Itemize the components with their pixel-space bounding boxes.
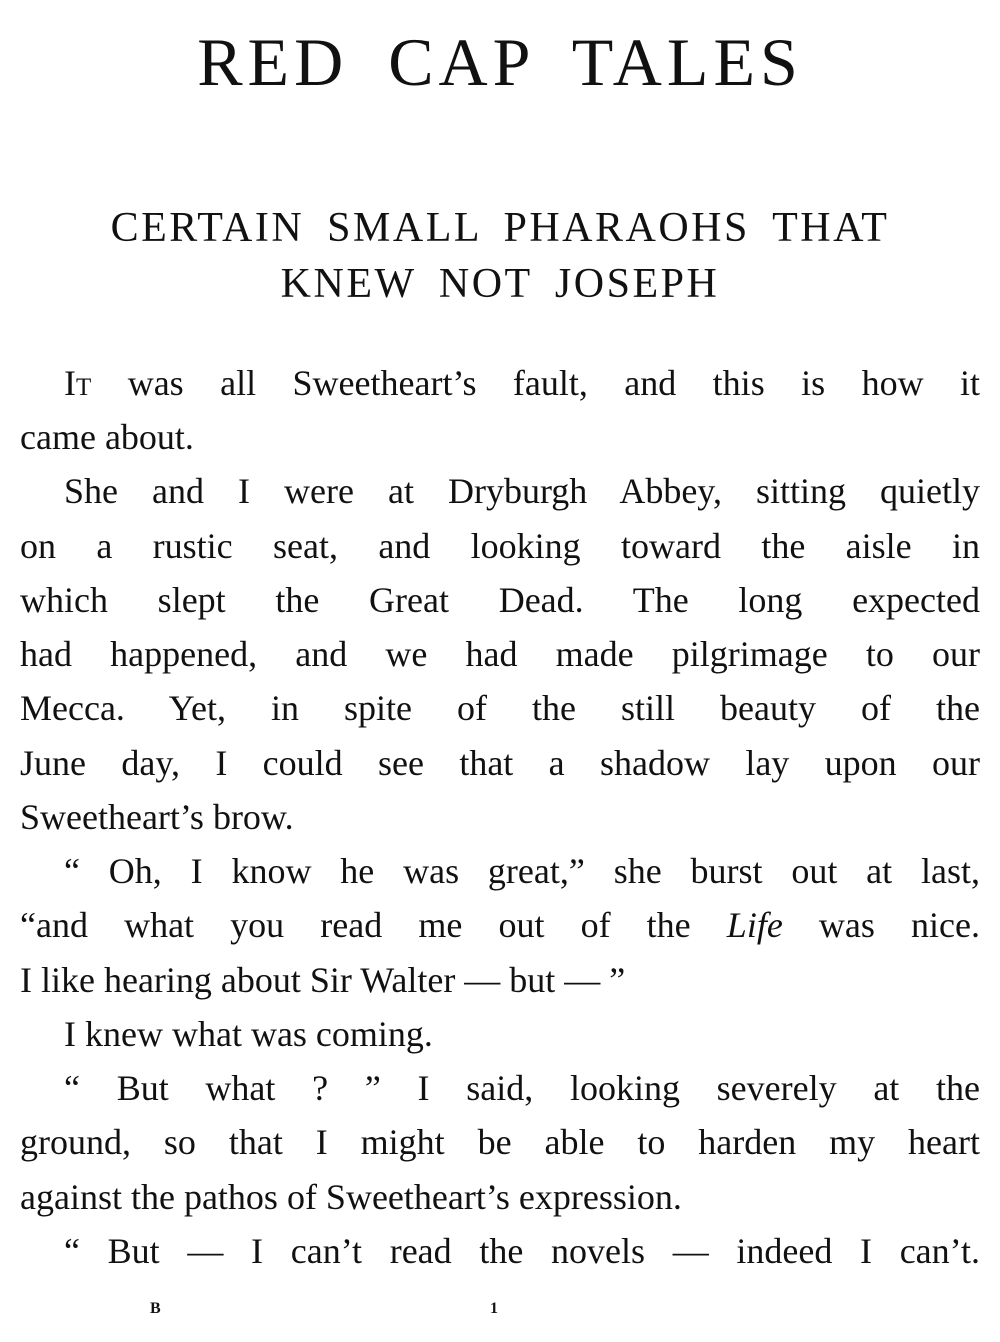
text-line: “ But — I can’t read the novels — indeed I can’t. <box>64 1231 980 1271</box>
chapter-title-line-1: CERTAIN SMALL PHARAOHS THAT <box>110 205 890 251</box>
drop-word: It <box>64 363 92 403</box>
text-line: against the pathos of Sweetheart’s expression. <box>20 1177 682 1217</box>
text-line <box>20 356 980 410</box>
page-number: 1 <box>490 1300 498 1317</box>
text-line <box>20 898 980 952</box>
text-line: which slept the Great Dead. The long expected <box>20 580 980 620</box>
text-line: June day, I could see that a shadow lay upon our <box>20 743 980 783</box>
text-line: “ But what ? ” I said, looking severely at the <box>64 1068 980 1108</box>
text-line: Mecca. Yet, in spite of the still beauty of the <box>20 688 980 728</box>
text-line: “ Oh, I know he was great,” she burst out at last, <box>64 851 980 891</box>
text-line: Sweetheart’s brow. <box>20 797 294 837</box>
text-fragment: “and what you read me out of the <box>20 905 727 945</box>
text-fragment: was all Sweetheart’s fault, and this is how it <box>91 363 980 403</box>
signature-mark: B <box>150 1300 162 1317</box>
chapter-title <box>20 200 980 312</box>
book-title: RED CAP TALES <box>197 24 803 100</box>
italic-title: Life <box>726 905 783 945</box>
text-fragment: was nice. <box>782 905 980 945</box>
text-line: had happened, and we had made pilgrimage to our <box>20 634 980 674</box>
text-line: ground, so that I might be able to harden my heart <box>20 1122 980 1162</box>
text-line: on a rustic seat, and looking toward the aisle in <box>20 526 980 566</box>
chapter-title-line-2: KNEW NOT JOSEPH <box>280 261 720 307</box>
text-line: She and I were at Dryburgh Abbey, sitting quietly <box>64 471 980 511</box>
text-line: I like hearing about Sir Walter — but — ” <box>20 960 626 1000</box>
text-line: I knew what was coming. <box>64 1014 433 1054</box>
text-line: came about. <box>20 417 194 457</box>
